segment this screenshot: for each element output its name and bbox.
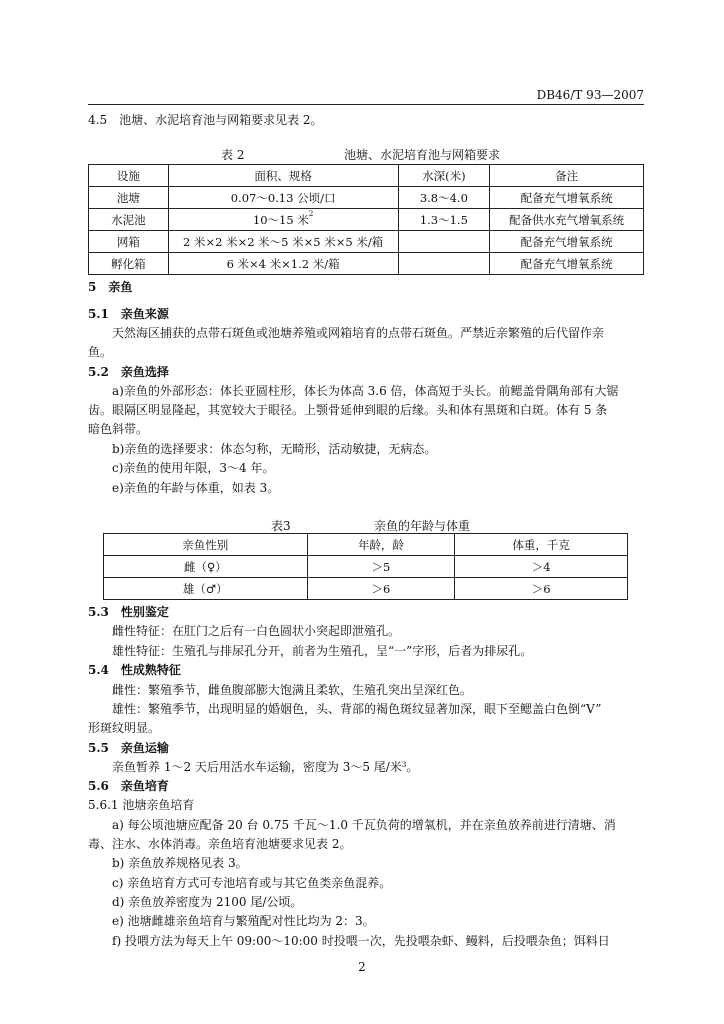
section-5-5-title: 5.5 亲鱼运输 bbox=[88, 741, 169, 755]
paragraph-line: 天然海区捕获的点带石斑鱼或池塘养殖或网箱培育的点带石斑鱼。严禁近亲繁殖的后代留作亲 bbox=[112, 326, 605, 340]
paragraph-line: 形斑纹明显。 bbox=[88, 721, 161, 735]
paragraph-line: a)亲鱼的外部形态：体长亚圆柱形，体长为体高 3.6 倍，体高短于头长。前鳃盖骨隅角部有大锯 bbox=[112, 384, 619, 398]
table-row bbox=[104, 556, 628, 578]
table-cell: 雌（♀） bbox=[104, 556, 308, 578]
paragraph-line: 雄性特征：生殖孔与排尿孔分开，前者为生殖孔，呈“一”字形，后者为排尿孔。 bbox=[112, 644, 533, 658]
header-cell: 水深(米) bbox=[398, 165, 490, 187]
table-header-row bbox=[104, 534, 628, 556]
paragraph-line: e)亲鱼的年龄与体重，如表 3。 bbox=[112, 481, 280, 495]
paragraph-line: c) 亲鱼培育方式可专池培育或与其它鱼类亲鱼混养。 bbox=[112, 876, 392, 890]
subsection-5-6-1-title: 5.6.1 池塘亲鱼培育 bbox=[88, 798, 195, 812]
table-2 bbox=[88, 164, 644, 275]
table-cell: 3.8～4.0 bbox=[398, 187, 490, 209]
area-value: 10～15 米 bbox=[252, 212, 309, 227]
paragraph-line: 毒、注水、水体消毒。亲鱼培育池塘要求见表 2。 bbox=[88, 837, 352, 851]
paragraph-line: 齿。眼隔区明显隆起，其宽较大于眼径。上颚骨延伸到眼的后缘。头和体有黑斑和白斑。体有 5 条 bbox=[88, 403, 608, 417]
paragraph-line: 暗色斜带。 bbox=[88, 422, 149, 436]
section-5-3-title: 5.3 性别鉴定 bbox=[88, 605, 169, 619]
table3-caption-title: 亲鱼的年龄与体重 bbox=[374, 519, 471, 533]
table-cell: ＞6 bbox=[455, 578, 628, 600]
transport-text: 亲鱼暂养 1～2 天后用活水车运输，密度为 3～5 尾/米 bbox=[112, 760, 402, 774]
section-4-5-line: 4.5 池塘、水泥培育池与网箱要求见表 2。 bbox=[88, 113, 323, 127]
header-cell: 备注 bbox=[490, 165, 644, 187]
table-cell: 配备充气增氧系统 bbox=[490, 231, 644, 253]
table-row bbox=[89, 231, 644, 253]
table-row bbox=[104, 578, 628, 600]
header-cell: 设施 bbox=[89, 165, 169, 187]
section-5-4-title: 5.4 性成熟特征 bbox=[88, 663, 181, 677]
header-cell: 体重，千克 bbox=[455, 534, 628, 556]
table-cell: ＞6 bbox=[307, 578, 455, 600]
header-cell: 面积、规格 bbox=[168, 165, 398, 187]
table-cell: 孵化箱 bbox=[89, 253, 169, 275]
table-cell-area bbox=[168, 209, 398, 231]
table3-caption-number: 表3 bbox=[271, 519, 291, 533]
table2-caption-title: 池塘、水泥培育池与网箱要求 bbox=[344, 148, 501, 162]
paragraph-line: d) 亲鱼放养密度为 2100 尾/公顷。 bbox=[112, 895, 303, 909]
table-cell: 2 米×2 米×2 米～5 米×5 米×5 米/箱 bbox=[168, 231, 398, 253]
paragraph-line: c)亲鱼的使用年限，3～4 年。 bbox=[112, 461, 275, 475]
paragraph-line: f) 投喂方法为每天上午 09:00～10:00 时投喂一次，先投喂杂虾、鳗料，后投喂杂鱼；饵料日 bbox=[112, 934, 610, 948]
table-cell: ＞4 bbox=[455, 556, 628, 578]
paragraph-line: 鱼。 bbox=[88, 345, 113, 359]
table-cell bbox=[398, 253, 490, 275]
paragraph-line: b) 亲鱼放养规格见表 3。 bbox=[112, 856, 248, 870]
table-header-row bbox=[89, 165, 644, 187]
table-row bbox=[89, 253, 644, 275]
table-row bbox=[89, 187, 644, 209]
table2-caption-number: 表 2 bbox=[221, 148, 245, 162]
header-cell: 亲鱼性别 bbox=[104, 534, 308, 556]
section-5-1-title: 5.1 亲鱼来源 bbox=[88, 307, 169, 321]
table-cell: 配备供水充气增氧系统 bbox=[490, 209, 644, 231]
paragraph-line: 雌性特征：在肛门之后有一白色圆状小突起即泄殖孔。 bbox=[112, 624, 401, 638]
paragraph-line: e) 池塘雌雄亲鱼培育与繁殖配对性比均为 2：3。 bbox=[112, 914, 375, 928]
paragraph-line bbox=[112, 759, 418, 775]
section-5-2-title: 5.2 亲鱼选择 bbox=[88, 365, 169, 379]
table-cell: 池塘 bbox=[89, 187, 169, 209]
superscript: 3 bbox=[401, 761, 407, 769]
paragraph-line: 雌性：繁殖季节，雌鱼腹部膨大饱满且柔软，生殖孔突出呈深红色。 bbox=[112, 683, 473, 697]
table-cell: 水泥池 bbox=[89, 209, 169, 231]
table-cell: 配备充气增氧系统 bbox=[490, 187, 644, 209]
header-cell: 年龄，龄 bbox=[307, 534, 455, 556]
paragraph-line: 雄性：繁殖季节，出现明显的婚姻色，头、背部的褐色斑纹显著加深，眼下至鳃盖白色倒“V” bbox=[112, 702, 602, 716]
section-5-title: 5 亲鱼 bbox=[88, 280, 133, 294]
table-cell: 1.3～1.5 bbox=[398, 209, 490, 231]
transport-tail: 。 bbox=[406, 760, 419, 774]
table-row bbox=[89, 209, 644, 231]
table-cell: ＞5 bbox=[307, 556, 455, 578]
table-cell bbox=[398, 231, 490, 253]
table-3 bbox=[103, 533, 628, 600]
document-code: DB46/T 93—2007 bbox=[536, 88, 644, 102]
table-cell: 雄（♂） bbox=[104, 578, 308, 600]
paragraph-line: b)亲鱼的选择要求：体态匀称，无畸形，活动敏捷，无病态。 bbox=[112, 442, 437, 456]
header-rule bbox=[88, 104, 644, 105]
table-cell: 0.07～0.13 公顷/口 bbox=[168, 187, 398, 209]
page-number: 2 bbox=[358, 960, 366, 974]
table-cell: 网箱 bbox=[89, 231, 169, 253]
section-5-6-title: 5.6 亲鱼培育 bbox=[88, 779, 169, 793]
paragraph-line: a) 每公顷池塘应配备 20 台 0.75 千瓦～1.0 千瓦负荷的增氧机，并在亲鱼放养前进行清塘、消 bbox=[112, 818, 616, 832]
table-cell: 6 米×4 米×1.2 米/箱 bbox=[168, 253, 398, 275]
table-cell: 配备充气增氧系统 bbox=[490, 253, 644, 275]
superscript: 2 bbox=[308, 209, 314, 218]
